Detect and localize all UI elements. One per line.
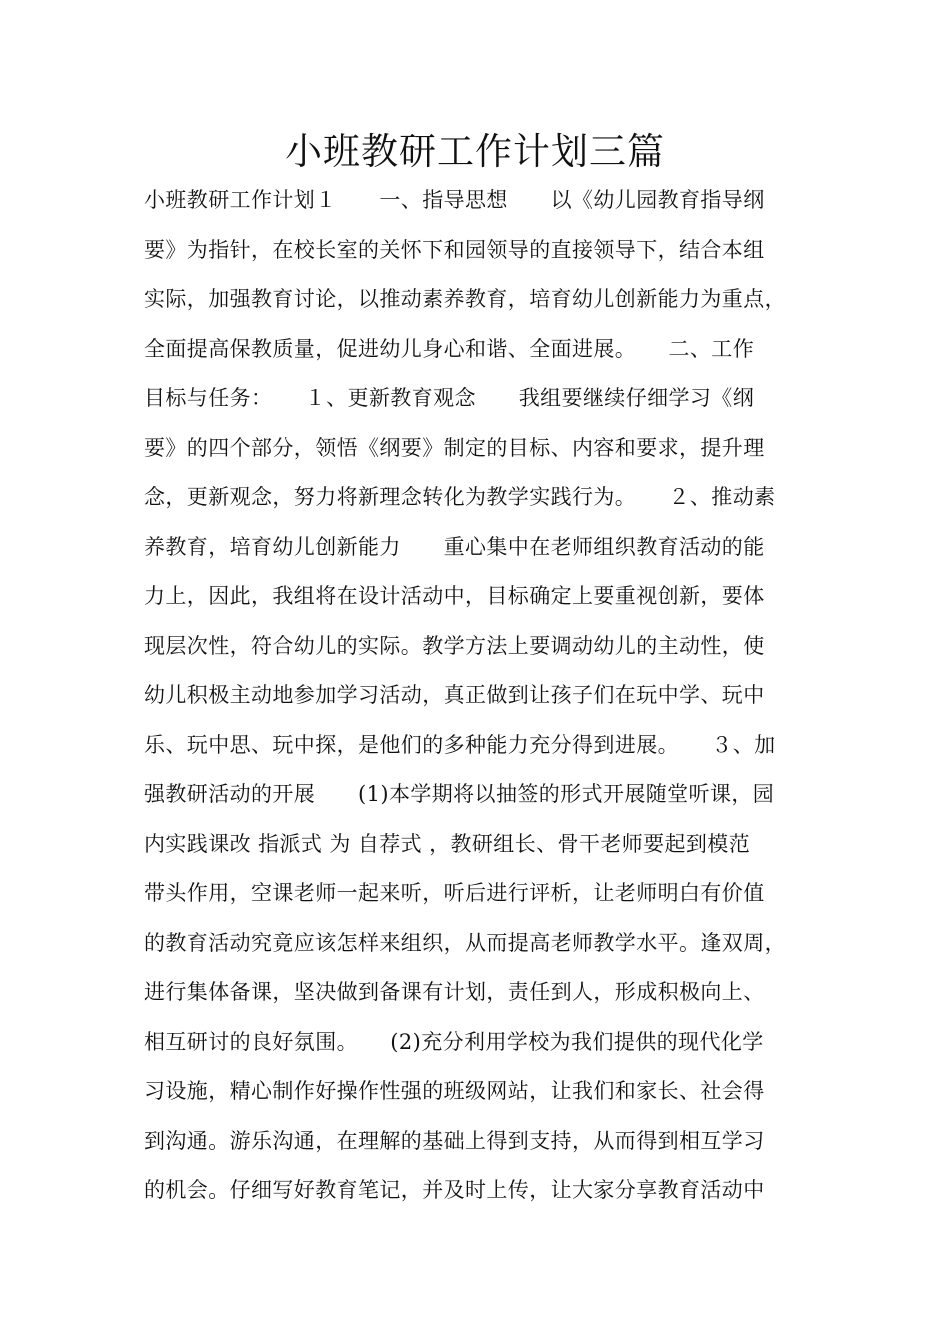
body-text-line: 强教研活动的开展 (1)本学期将以抽签的形式开展随堂听课，园 [144,782,775,806]
body-text-line: 养教育，培育幼儿创新能力 重心集中在老师组织教育活动的能 [144,534,765,559]
body-text-line: 幼儿积极主动地参加学习活动，真正做到让孩子们在玩中学、玩中 [144,683,765,707]
body-text-line: 相互研讨的良好氛围。 (2)充分利用学校为我们提供的现代化学 [144,1029,764,1054]
document-title: 小班教研工作计划三篇 [285,130,665,173]
body-text-line: 念，更新观念，努力将新理念转化为教学实践行为。 ２、推动素 [144,485,776,509]
body-text-line: 带头作用，空课老师一起来听，听后进行评析，让老师明白有价值 [144,881,765,905]
body-text-line: 习设施，精心制作好操作性强的班级网站，让我们和家长、社会得 [144,1079,765,1103]
body-text-line: 要》为指针，在校长室的关怀下和园领导的直接领导下，结合本组 [144,237,765,262]
body-text-line: 的机会。仔细写好教育笔记，并及时上传，让大家分享教育活动中 [144,1178,765,1202]
body-text-line: 到沟通。游乐沟通，在理解的基础上得到支持，从而得到相互学习 [144,1128,765,1153]
body-text-line: 力上，因此，我组将在设计活动中，目标确定上要重视创新，要体 [144,584,765,608]
body-text-line: 全面提高保教质量，促进幼儿身心和谐、全面进展。 二、工作 [144,336,755,361]
body-text-line: 小班教研工作计划１ 一、指导思想 以《幼儿园教育指导纲 [144,188,765,212]
body-text-line: 实际，加强教育讨论，以推动素养教育，培育幼儿创新能力为重点， [144,287,786,311]
body-text-line: 要》的四个部分，领悟《纲要》制定的目标、内容和要求，提升理 [144,435,765,460]
body-text-line: 的教育活动究竟应该怎样来组织，从而提高老师教学水平。逢双周， [144,930,786,955]
body-text-line: 乐、玩中思、玩中探，是他们的多种能力充分得到进展。 ３、加 [144,732,776,757]
body-text-line: 内实践课改 指派式 为 自荐式 ，教研组长、骨干老师要起到模范 [144,831,751,856]
document-body [144,176,844,1216]
body-text-line: 进行集体备课，坚决做到备课有计划，责任到人，形成积极向上、 [144,980,765,1004]
body-text-line: 目标与任务： １、更新教育观念 我组要继续仔细学习《纲 [144,386,755,410]
body-text-line: 现层次性，符合幼儿的实际。教学方法上要调动幼儿的主动性，使 [144,633,765,658]
